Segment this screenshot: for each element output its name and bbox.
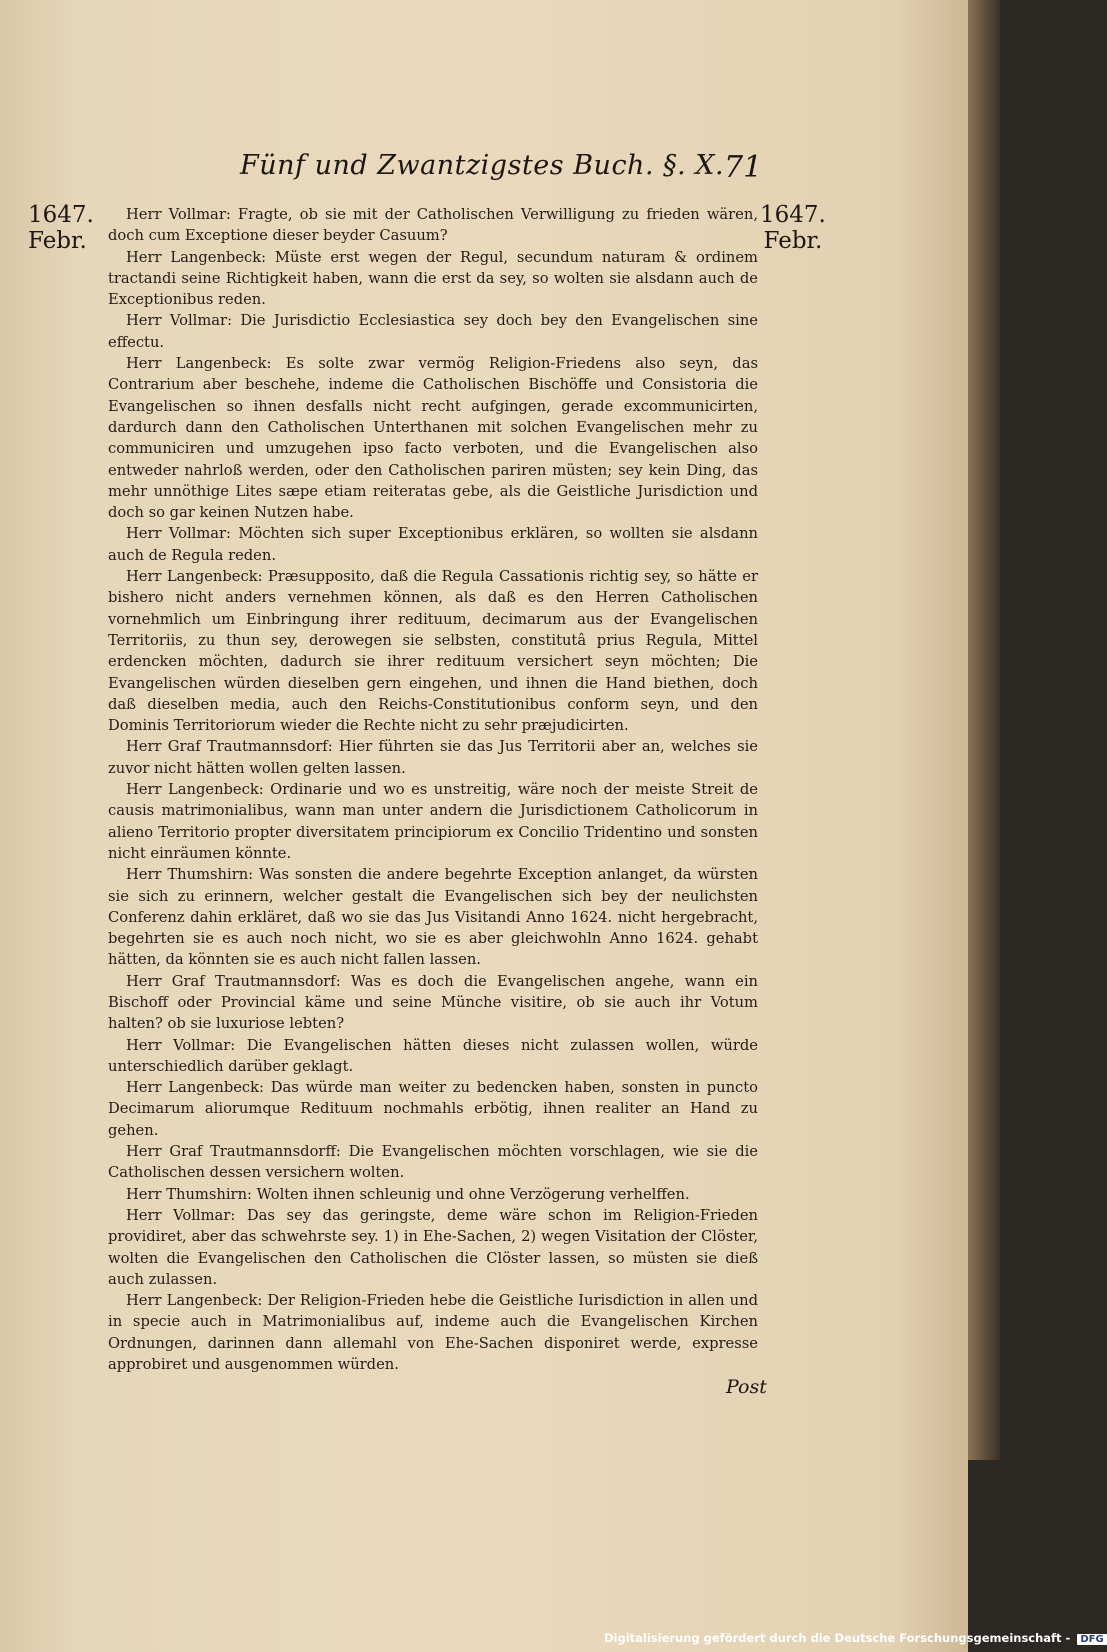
right-margin-note [760,202,826,254]
paragraph: Herr Graf Trautmannsdorf: Was es doch die Evangelischen angehe, wann ein Bischoff oder Provincial käme und seine Münche visitire, ob sie auch ihr Votum halten? ob sie luxuriose lebten? [108,972,758,1033]
paragraph: Herr Thumshirn: Wolten ihnen schleunig und ohne Verzögerung verhelffen. [126,1185,690,1203]
paragraph: Herr Vollmar: Möchten sich super Exceptionibus erklären, so wollten sie alsdann auch de Regula reden. [108,525,758,564]
dfg-logo: DFG [1077,1634,1106,1645]
margin-year-right: 1647. [760,202,826,228]
paragraph: Herr Vollmar: Fragte, ob sie mit der Catholischen Verwilligung zu frieden wären, doch cum Exceptione dieser beyder Casuum? [108,206,758,245]
paragraph: Herr Graf Trautmannsdorff: Die Evangelischen möchten vorschlagen, wie sie die Catholischen dessen versichern wolten. [108,1143,758,1182]
margin-month-left: Febr. [28,228,87,254]
paragraph: Herr Langenbeck: Das würde man weiter zu bedencken haben, sonsten in puncto Decimarum aliorumque Redituum nochmahls erbötig, ihnen realiter an Hand zu gehen. [108,1079,758,1139]
left-margin-note [28,202,94,254]
page-number: 71 [724,150,763,185]
paragraph: Herr Langenbeck: Müste erst wegen der Regul, secundum naturam & ordinem tractandi seine Richtigkeit haben, wann die erst da sey, so wolten sie alsdann auch de Exceptionibus reden. [108,248,758,309]
margin-month-right: Febr. [763,228,823,254]
page-edge [968,0,1000,1460]
running-head: Fünf und Zwantzigstes Buch. §. X. [240,150,725,181]
catchword: Post [726,1376,767,1398]
paragraph: Herr Vollmar: Die Jurisdictio Ecclesiastica sey doch bey den Evangelischen sine effectu. [108,312,758,351]
body-text [108,204,758,1375]
paragraph: Herr Graf Trautmannsdorf: Hier führten sie das Jus Territorii aber an, welches sie zuvor nicht hätten wollen gelten lassen. [108,738,758,777]
paragraph: Herr Langenbeck: Ordinarie und wo es unstreitig, wäre noch der meiste Streit de causis matrimonialibus, wann man unter andern die Jurisdictionem Catholicorum in alieno Territorio propter diversitatem principiorum ex Concilio Tridentino und sonsten nicht einräumen könnte. [108,781,758,862]
footer-credit: Digitalisierung gefördert durch die Deutsche Forschungsgemeinschaft - [604,1631,1071,1645]
paragraph: Herr Langenbeck: Der Religion-Frieden hebe die Geistliche Iurisdiction in allen und in specie auch in Matrimonialibus auf, indeme auch die Evangelischen Kirchen Ordnungen, darinnen dann allemahl von Ehe-Sachen disponiret werde, expresse approbiret und ausgenommen würden. [108,1292,758,1374]
paragraph: Herr Vollmar: Die Evangelischen hätten dieses nicht zulassen wollen, würde unterschiedlich darüber geklagt. [108,1036,758,1075]
margin-year-left: 1647. [28,202,94,228]
digitization-footer [604,1631,1107,1645]
paragraph: Herr Langenbeck: Es solte zwar vermög Religion-Friedens also seyn, das Contrarium aber beschehe, indeme die Catholischen Bischöffe und Consistoria die Evangelischen so ihnen desfalls nicht recht aufgingen, gerade excommunicirten, dardurch dann den Catholischen Unterthanen mit solchen Evangelischen mehr zu communiciren und umzugehen ipso facto verboten, und die Evangelischen also entweder nahrloß werden, oder den Catholischen pariren müsten; sey kein Ding, das mehr unnöthige Lites sæpe etiam reiteratas gebe, als die Geistliche Jurisdiction und doch so gar keinen Nutzen habe. [108,355,758,522]
paragraph: Herr Vollmar: Das sey das geringste, deme wäre schon im Religion-Frieden providiret, aber das schwehrste sey. 1) in Ehe-Sachen, 2) wegen Visitation der Clöster, wolten die Evangelischen den Catholischen die Clöster lassen, so müsten sie dieß auch zulassen. [108,1206,758,1288]
paragraph: Herr Thumshirn: Was sonsten die andere begehrte Exception anlanget, da würsten sie sich zu erinnern, welcher gestalt die Evangelischen sich bey der neulichsten Conferenz dahin erkläret, daß wo sie das Jus Visitandi Anno 1624. nicht hergebracht, begehrten sie es auch noch nicht, wo sie es aber gleichwohln Anno 1624. gehabt hätten, da könnten sie es auch nicht fallen lassen. [108,866,758,969]
paragraph: Herr Langenbeck: Præsupposito, daß die Regula Cassationis richtig sey, so hätte er bishero nicht anders vernehmen können, als daß es den Herren Catholischen vornehmlich um Einbringung ihrer redituum, decimarum aus der Evangelischen Territoriis, zu thun sey, derowegen sie selbsten, constitutâ prius Regula, Mittel erdencken möchten, dadurch sie ihrer redituum versichert seyn möchten; Die Evangelischen würden dieselben gern eingehen, und ihnen die Hand biethen, doch daß dieselben media, auch den Reichs-Constitutionibus conform seyn, und den Dominis Territoriorum wieder die Rechte nicht zu sehr præjudicirten. [108,568,758,735]
